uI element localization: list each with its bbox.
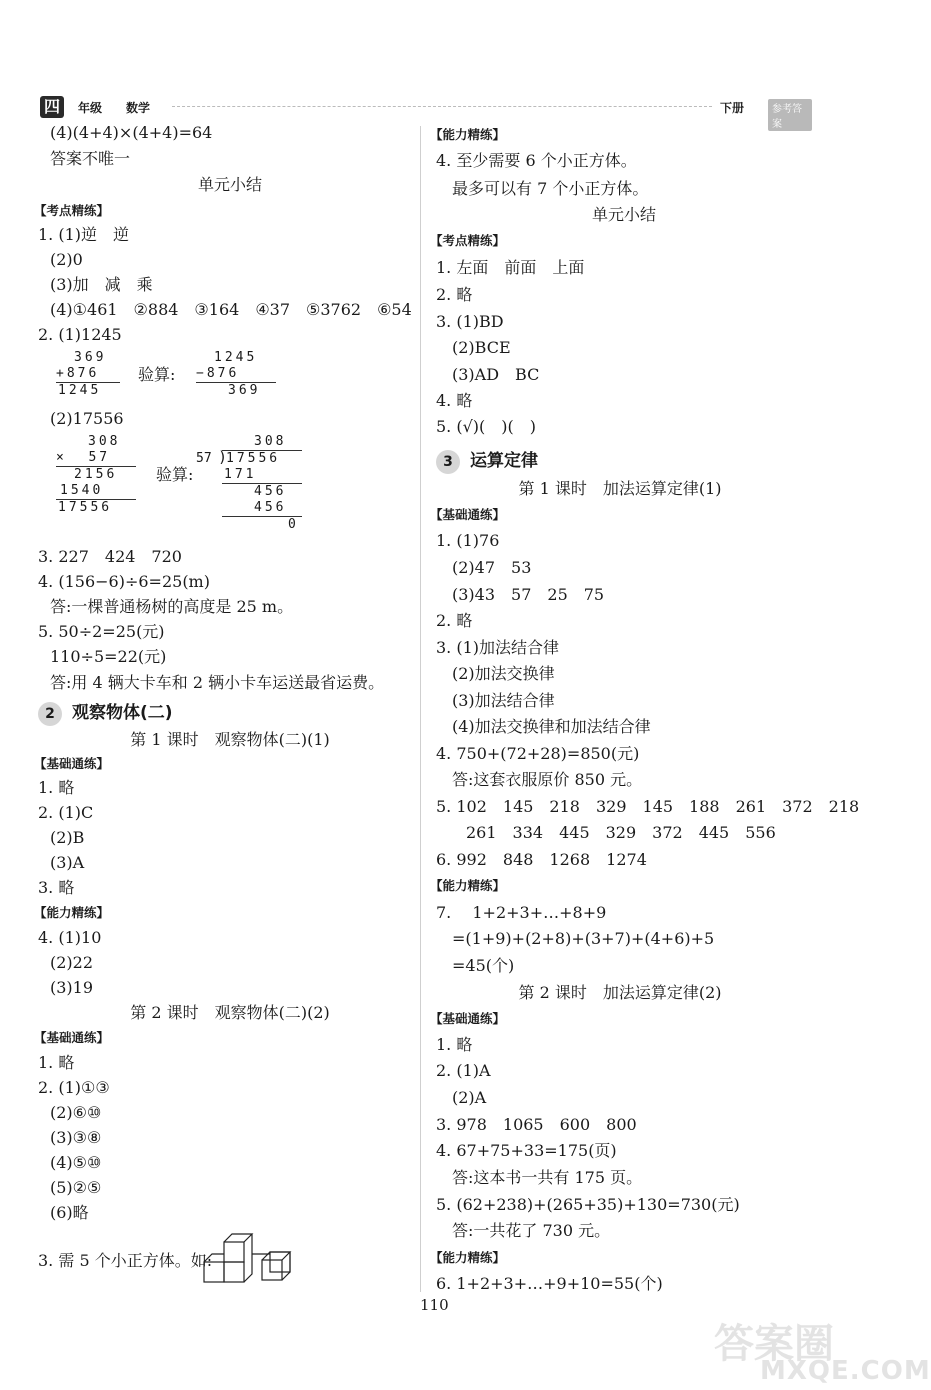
answer-line: (4)(4+4)×(4+4)=64 xyxy=(50,123,213,142)
header-rule xyxy=(172,106,712,107)
answer-badge: 参考答案 xyxy=(768,99,812,131)
chapter-number: 3 xyxy=(436,450,460,474)
calc-row: −876 xyxy=(196,366,240,381)
answer-line: (3)43 57 25 75 xyxy=(452,585,605,604)
answer-line: (2)17556 xyxy=(50,409,124,428)
page-number: 110 xyxy=(420,1296,449,1314)
answer-line: 7. 1+2+3+…+8+9 xyxy=(436,903,607,922)
section-label: 【基础通练】 xyxy=(430,1011,506,1026)
calc-row: 308 xyxy=(88,434,121,449)
answer-line: 2. (1)1245 xyxy=(38,325,122,344)
answer-line: (4)①461 ②884 ③164 ④37 ⑤3762 ⑥54 xyxy=(50,300,412,319)
calc-row: 17556 xyxy=(58,500,113,515)
answer-line: 6. 1+2+3+…+9+10=55(个) xyxy=(436,1274,663,1293)
answer-line: 2. (1)①③ xyxy=(38,1078,110,1097)
section-label: 【能力精练】 xyxy=(430,127,506,142)
lesson-title: 第 1 课时 加法运算定律(1) xyxy=(518,479,722,498)
answer-line: (6)略 xyxy=(50,1203,89,1222)
answer-line: (2)加法交换律 xyxy=(452,664,555,683)
answer-line: 2. 略 xyxy=(436,611,473,630)
answer-line: 2. (1)A xyxy=(436,1061,491,1080)
chapter-title: 观察物体(二) xyxy=(72,703,173,723)
calc-row: 456 xyxy=(254,500,287,515)
answer-line: (3)AD BC xyxy=(452,365,540,384)
section-label: 【能力精练】 xyxy=(430,1250,506,1265)
grade-label: 年级 xyxy=(78,101,103,115)
watermark-url: MXQE.COM xyxy=(760,1356,931,1386)
answer-line: (2)BCE xyxy=(452,338,511,357)
calc-row: 369 xyxy=(74,350,107,365)
answer-line: (2)0 xyxy=(50,250,83,269)
answer-line: 3. 978 1065 600 800 xyxy=(436,1115,637,1134)
answer-line: 1. 略 xyxy=(436,1035,473,1054)
answer-line: 答:一棵普通杨树的高度是 25 m。 xyxy=(50,597,294,616)
calc-row: 57 xyxy=(196,451,212,466)
watermark: 答案圈 xyxy=(714,1321,834,1367)
answer-line: 4. 750+(72+28)=850(元) xyxy=(436,744,640,763)
calc-row: 1540 xyxy=(60,483,104,498)
calc-row: 308 xyxy=(254,434,287,449)
check-label: 验算: xyxy=(156,465,194,484)
calc-row: × 57 xyxy=(56,450,111,465)
chapter-heading xyxy=(436,446,538,474)
answer-line: 5. (√)( )( ) xyxy=(436,417,537,436)
answer-line: (2)22 xyxy=(50,953,94,972)
subject-label: 数学 xyxy=(126,101,151,115)
answer-line: (3)③⑧ xyxy=(50,1128,102,1147)
section-label: 【能力精练】 xyxy=(430,878,506,893)
answer-line: 2. 略 xyxy=(436,285,473,304)
division-bracket: ) xyxy=(218,448,228,466)
page-header xyxy=(32,96,812,130)
answer-line: (3)19 xyxy=(50,978,94,997)
answer-line: 答:这套衣服原价 850 元。 xyxy=(452,770,643,789)
answer-line: =(1+9)+(2+8)+(3+7)+(4+6)+5 xyxy=(452,929,715,948)
calc-row: 456 xyxy=(254,484,287,499)
answer-line: 4. 67+75+33=175(页) xyxy=(436,1141,617,1160)
answer-line: 5. (62+238)+(265+35)+130=730(元) xyxy=(436,1195,740,1214)
answer-line: 1. 略 xyxy=(38,778,75,797)
answer-line: (2)A xyxy=(452,1088,487,1107)
answer-line: 1. (1)逆 逆 xyxy=(38,225,130,244)
answer-line: 1. (1)76 xyxy=(436,531,500,550)
calc-row: 0 xyxy=(288,517,299,532)
section-label: 【考点精练】 xyxy=(430,233,506,248)
unit-summary-title: 单元小结 xyxy=(197,175,262,194)
answer-line: 4. 略 xyxy=(436,391,473,410)
answer-line: 3. (1)BD xyxy=(436,312,504,331)
chapter-title: 运算定律 xyxy=(470,451,538,471)
chapter-number: 2 xyxy=(38,702,62,726)
calc-row: +876 xyxy=(56,366,100,381)
answer-line: 答:用 4 辆大卡车和 2 辆小卡车运送最省运费。 xyxy=(50,673,385,692)
volume-label: 下册 xyxy=(720,101,745,115)
answer-line: (3)加 减 乘 xyxy=(50,275,153,294)
answer-line: 4. (156−6)÷6=25(m) xyxy=(38,572,210,591)
calc-row: 1245 xyxy=(214,350,258,365)
grade-mark: 四 xyxy=(40,96,64,118)
calc-row: 17556 xyxy=(226,451,281,466)
answer-line: 3. 需 5 个小正方体。如: xyxy=(38,1251,213,1270)
answer-line: 110÷5=22(元) xyxy=(50,647,167,666)
section-label: 【能力精练】 xyxy=(34,905,110,920)
answer-line: 5. 102 145 218 329 145 188 261 372 218 xyxy=(436,797,860,816)
calc-row: 171 xyxy=(224,467,257,482)
answer-line: 2. (1)C xyxy=(38,803,94,822)
cube-stack-figure xyxy=(200,1230,300,1286)
answer-line: 1. 略 xyxy=(38,1053,75,1072)
answer-line: (2)47 53 xyxy=(452,558,532,577)
calc-row: 1245 xyxy=(58,383,102,398)
section-label: 【基础通练】 xyxy=(430,507,506,522)
lesson-title: 第 2 课时 加法运算定律(2) xyxy=(518,983,722,1002)
answer-line: (3)A xyxy=(50,853,85,872)
chapter-heading xyxy=(38,698,173,726)
calc-row: 2156 xyxy=(74,467,118,482)
answer-line: 1. 左面 前面 上面 xyxy=(436,258,585,277)
check-label: 验算: xyxy=(138,365,176,384)
answer-line: 261 334 445 329 372 445 556 xyxy=(466,823,776,842)
answer-line: 答:这本书一共有 175 页。 xyxy=(452,1168,643,1187)
answer-line: (5)②⑤ xyxy=(50,1178,102,1197)
answer-line: (4)加法交换律和加法结合律 xyxy=(452,717,651,736)
lesson-title: 第 1 课时 观察物体(二)(1) xyxy=(130,730,330,749)
section-label: 【考点精练】 xyxy=(34,203,110,218)
answer-line: 6. 992 848 1268 1274 xyxy=(436,850,647,869)
calc-row: 369 xyxy=(228,383,261,398)
answer-line: (4)⑤⑩ xyxy=(50,1153,102,1172)
answer-line: 3. 略 xyxy=(38,878,75,897)
answer-line: =45(个) xyxy=(452,956,515,975)
answer-line: 4. 至少需要 6 个小正方体。 xyxy=(436,151,637,170)
unit-summary-title: 单元小结 xyxy=(591,205,656,224)
answer-line: 答:一共花了 730 元。 xyxy=(452,1221,611,1240)
answer-line: 最多可以有 7 个小正方体。 xyxy=(452,179,649,198)
answer-line: 4. (1)10 xyxy=(38,928,102,947)
section-label: 【基础通练】 xyxy=(34,1030,110,1045)
answer-line: (3)加法结合律 xyxy=(452,691,555,710)
answer-line: 答案不唯一 xyxy=(50,149,131,168)
answer-line: (2)⑥⑩ xyxy=(50,1103,102,1122)
section-label: 【基础通练】 xyxy=(34,756,110,771)
lesson-title: 第 2 课时 观察物体(二)(2) xyxy=(130,1003,330,1022)
answer-line: (2)B xyxy=(50,828,85,847)
answer-line: 5. 50÷2=25(元) xyxy=(38,622,165,641)
answer-line: 3. (1)加法结合律 xyxy=(436,638,560,657)
column-divider xyxy=(420,126,421,1292)
answer-line: 3. 227 424 720 xyxy=(38,547,182,566)
